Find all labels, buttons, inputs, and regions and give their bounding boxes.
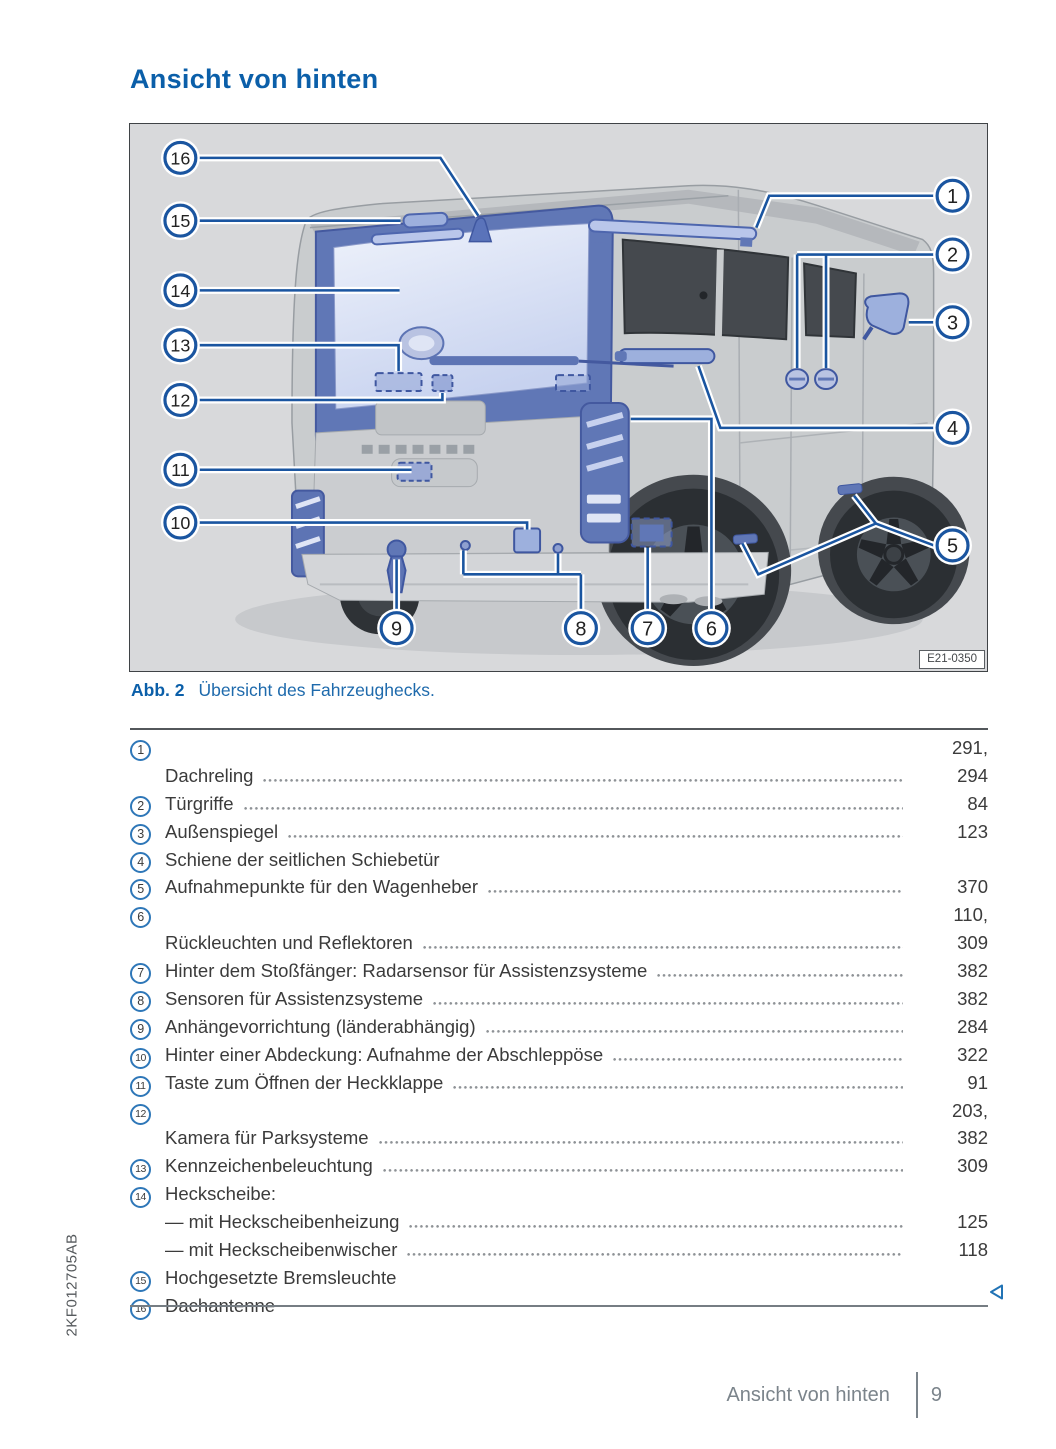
legend-page-number: 382 <box>957 960 988 982</box>
legend-item-label: Kennzeichenbeleuchtung <box>165 1155 373 1177</box>
svg-text:13: 13 <box>170 335 191 356</box>
legend-page-number: 291, <box>951 737 988 758</box>
dotted-leader <box>244 806 903 811</box>
legend-row <box>130 929 988 957</box>
footer-section-title: Ansicht von hinten <box>726 1383 890 1406</box>
dotted-leader <box>423 945 903 950</box>
legend-item-label: Hinter dem Stoßfänger: Radarsensor für Assistenzsysteme <box>165 960 648 982</box>
figure-callout-16 <box>161 138 200 177</box>
legend-page-number: 203, <box>951 1099 988 1121</box>
legend-item-number: 5 <box>130 879 151 900</box>
right-tail-light <box>581 403 629 542</box>
legend-number-column <box>130 1097 165 1125</box>
legend-number-column <box>130 901 165 928</box>
legend-item-label: Anhängevorrichtung (länderabhängig) <box>165 1015 476 1037</box>
legend-row <box>130 1124 988 1152</box>
dotted-leader <box>285 1308 903 1313</box>
figure-callout-2 <box>933 235 972 274</box>
figure-callout-14 <box>161 271 200 310</box>
legend-number-column <box>130 1069 165 1097</box>
legend-item-label: Türgriffe <box>165 792 234 814</box>
sliding-door-window <box>623 240 788 340</box>
svg-text:11: 11 <box>171 460 190 481</box>
exhaust-tip <box>660 594 688 604</box>
legend-page-number: 382 <box>957 988 988 1010</box>
page-footer <box>560 1372 942 1418</box>
dotted-leader <box>433 1001 903 1006</box>
legend-row <box>130 762 988 790</box>
legend-item-label: Kamera für Parksysteme <box>165 1127 369 1149</box>
legend-list <box>130 734 988 1320</box>
radar-sensor <box>632 519 672 547</box>
legend-item-number: 11 <box>130 1076 151 1097</box>
svg-text:12: 12 <box>170 390 191 411</box>
legend-top-rule <box>130 728 988 730</box>
figure-callout-11 <box>161 450 200 489</box>
legend-row <box>130 1069 988 1097</box>
dotted-leader <box>379 1140 903 1145</box>
svg-text:8: 8 <box>575 618 587 641</box>
legend-item-label: Schiene der seitlichen Schiebetür <box>165 848 440 870</box>
rear-bumper <box>302 552 768 606</box>
legend-page-number: 322 <box>957 1043 988 1065</box>
legend-number-column <box>130 790 165 817</box>
figure-callout-15 <box>161 201 200 240</box>
sliding-door-rail <box>615 349 715 363</box>
license-plate-light <box>376 373 422 391</box>
tow-eye-cover <box>514 529 540 553</box>
legend-item-number: 7 <box>130 963 151 984</box>
vehicle-rear-view-illustration <box>130 124 987 671</box>
figure-callout-8 <box>561 609 600 648</box>
legend-item-number: 16 <box>130 1299 151 1320</box>
legend-number-column <box>130 1264 165 1292</box>
high-brake-light <box>403 213 447 228</box>
rear-wiper <box>429 356 578 365</box>
legend-item-label: Hochgesetzte Bremsleuchte <box>165 1266 397 1288</box>
legend-item-label: — mit Heckscheibenwischer <box>165 1239 398 1261</box>
dotted-leader <box>407 1252 903 1257</box>
figure-callout-3 <box>933 303 972 342</box>
legend-number-column <box>130 734 165 761</box>
dotted-leader <box>488 889 903 894</box>
legend-item-label: Hinter einer Abdeckung: Aufnahme der Abschleppöse <box>165 1043 604 1065</box>
dotted-leader <box>383 1168 903 1173</box>
figure-callout-13 <box>161 326 200 365</box>
legend-item-label: Heckscheibe: <box>165 1183 277 1205</box>
figure-caption-text: Übersicht des Fahrzeughecks. <box>198 680 435 700</box>
legend-page-number: 110, <box>953 904 988 926</box>
svg-text:2: 2 <box>947 244 959 267</box>
legend-page-number: 370 <box>957 876 988 898</box>
legend-page-number: 382 <box>957 1127 988 1149</box>
dotted-leader <box>406 1280 903 1285</box>
legend-row <box>130 1208 988 1236</box>
legend-row <box>130 1097 988 1125</box>
dotted-leader <box>657 973 903 978</box>
dotted-leader <box>263 778 903 783</box>
svg-text:14: 14 <box>170 280 191 301</box>
legend-row <box>130 1180 988 1208</box>
svg-text:9: 9 <box>391 618 403 641</box>
dotted-leader <box>450 861 903 866</box>
legend-number-column <box>130 1041 165 1069</box>
dotted-leader <box>175 917 903 922</box>
legend-number-column <box>130 873 165 900</box>
legend-page-number: 309 <box>957 932 988 954</box>
dotted-leader <box>175 750 903 755</box>
license-plate-recess <box>376 401 486 435</box>
figure-callout-1 <box>933 176 972 215</box>
legend-page-number: 84 <box>967 792 988 814</box>
legend-item-number: 15 <box>130 1271 151 1292</box>
parking-sensor <box>461 541 470 550</box>
legend-item-number: 2 <box>130 796 151 817</box>
legend-item-number: 6 <box>130 907 151 928</box>
legend-item-number: 14 <box>130 1187 151 1208</box>
legend-number-column <box>130 1152 165 1180</box>
legend-item-number: 13 <box>130 1159 151 1180</box>
figure-callout-4 <box>933 408 972 447</box>
legend-row <box>130 901 988 929</box>
figure-caption-number: Abb. 2 <box>131 680 185 700</box>
dotted-leader <box>175 1112 903 1117</box>
legend-item-number: 12 <box>130 1104 151 1125</box>
svg-text:7: 7 <box>642 618 654 641</box>
legend-item-label: Dachantenne <box>165 1294 276 1316</box>
dotted-leader <box>486 1029 903 1034</box>
legend-row <box>130 1152 988 1180</box>
legend-row <box>130 1264 988 1292</box>
vehicle-figure <box>129 123 988 672</box>
legend-item-label: Rückleuchten und Reflektoren <box>165 932 413 954</box>
parking-camera <box>432 375 452 391</box>
legend-page-number: 123 <box>957 820 988 842</box>
legend-page-number: 284 <box>957 1015 988 1037</box>
legend-row <box>130 734 988 762</box>
figure-callout-12 <box>161 381 200 420</box>
legend-page-number: 118 <box>958 1239 988 1261</box>
legend-item-label: Aufnahmepunkte für den Wagenheber <box>165 876 479 898</box>
dotted-leader <box>409 1224 903 1229</box>
footer-page-number: 9 <box>930 1383 942 1406</box>
figure-callout-10 <box>161 503 200 542</box>
legend-page-number: 125 <box>957 1211 988 1233</box>
legend-row <box>130 1236 988 1264</box>
legend-item-label: — mit Heckscheibenheizung <box>165 1211 400 1233</box>
legend-row <box>130 846 988 874</box>
legend-row <box>130 1013 988 1041</box>
legend-item-label: Sensoren für Assistenzsysteme <box>165 988 424 1010</box>
legend-item-number: 8 <box>130 991 151 1012</box>
legend-page-number: 91 <box>967 1071 988 1093</box>
rear-window-glass <box>334 224 589 409</box>
legend-item-number: 10 <box>130 1048 151 1069</box>
dotted-leader <box>613 1057 903 1062</box>
legend-item-number: 4 <box>130 852 151 873</box>
figure-caption <box>131 680 435 701</box>
legend-item-label: Dachreling <box>165 764 254 786</box>
legend-page-number: 309 <box>957 1155 988 1177</box>
legend-row <box>130 957 988 985</box>
legend-row <box>130 818 988 846</box>
svg-text:15: 15 <box>170 211 191 232</box>
legend-row <box>130 1041 988 1069</box>
dotted-leader <box>453 1085 903 1090</box>
figure-callout-9 <box>377 609 416 648</box>
figure-callout-6 <box>692 609 731 648</box>
figure-code-label: E21-0350 <box>919 650 985 669</box>
legend-number-column <box>130 1013 165 1040</box>
document-code: 2KF012705AB <box>63 1233 81 1337</box>
legend-number-column <box>130 985 165 1012</box>
legend-number-column <box>130 957 165 984</box>
legend-item-number: 3 <box>130 824 151 845</box>
dotted-leader <box>286 1196 903 1201</box>
legend-row <box>130 873 988 901</box>
legend-item-number: 9 <box>130 1019 151 1040</box>
dotted-leader <box>288 834 903 839</box>
legend-row <box>130 985 988 1013</box>
svg-text:1: 1 <box>947 185 959 208</box>
figure-callout-5 <box>933 526 972 565</box>
svg-text:6: 6 <box>705 618 717 641</box>
legend-row <box>130 790 988 818</box>
svg-text:16: 16 <box>170 148 191 169</box>
svg-text:5: 5 <box>947 535 959 558</box>
legend-bottom-rule <box>130 1305 988 1307</box>
license-plate-light-right <box>556 375 590 391</box>
svg-text:3: 3 <box>947 312 959 335</box>
previous-section-triangle-icon[interactable] <box>988 1283 1006 1301</box>
page-title: Ansicht von hinten <box>130 64 379 94</box>
legend-number-column <box>130 1180 165 1208</box>
legend-item-label: Außenspiegel <box>165 820 279 842</box>
legend-item-label: Taste zum Öffnen der Heckklappe <box>165 1071 444 1093</box>
parking-sensor <box>554 544 563 553</box>
legend-page-number: 294 <box>957 764 988 786</box>
legend-number-column <box>130 846 165 873</box>
footer-divider <box>916 1372 918 1418</box>
figure-callout-7 <box>628 609 667 648</box>
front-door-window <box>804 263 856 337</box>
jack-point <box>838 483 863 494</box>
legend-number-column <box>130 818 165 845</box>
svg-text:10: 10 <box>170 512 191 533</box>
legend-item-number: 1 <box>130 740 151 761</box>
svg-text:4: 4 <box>947 418 959 441</box>
